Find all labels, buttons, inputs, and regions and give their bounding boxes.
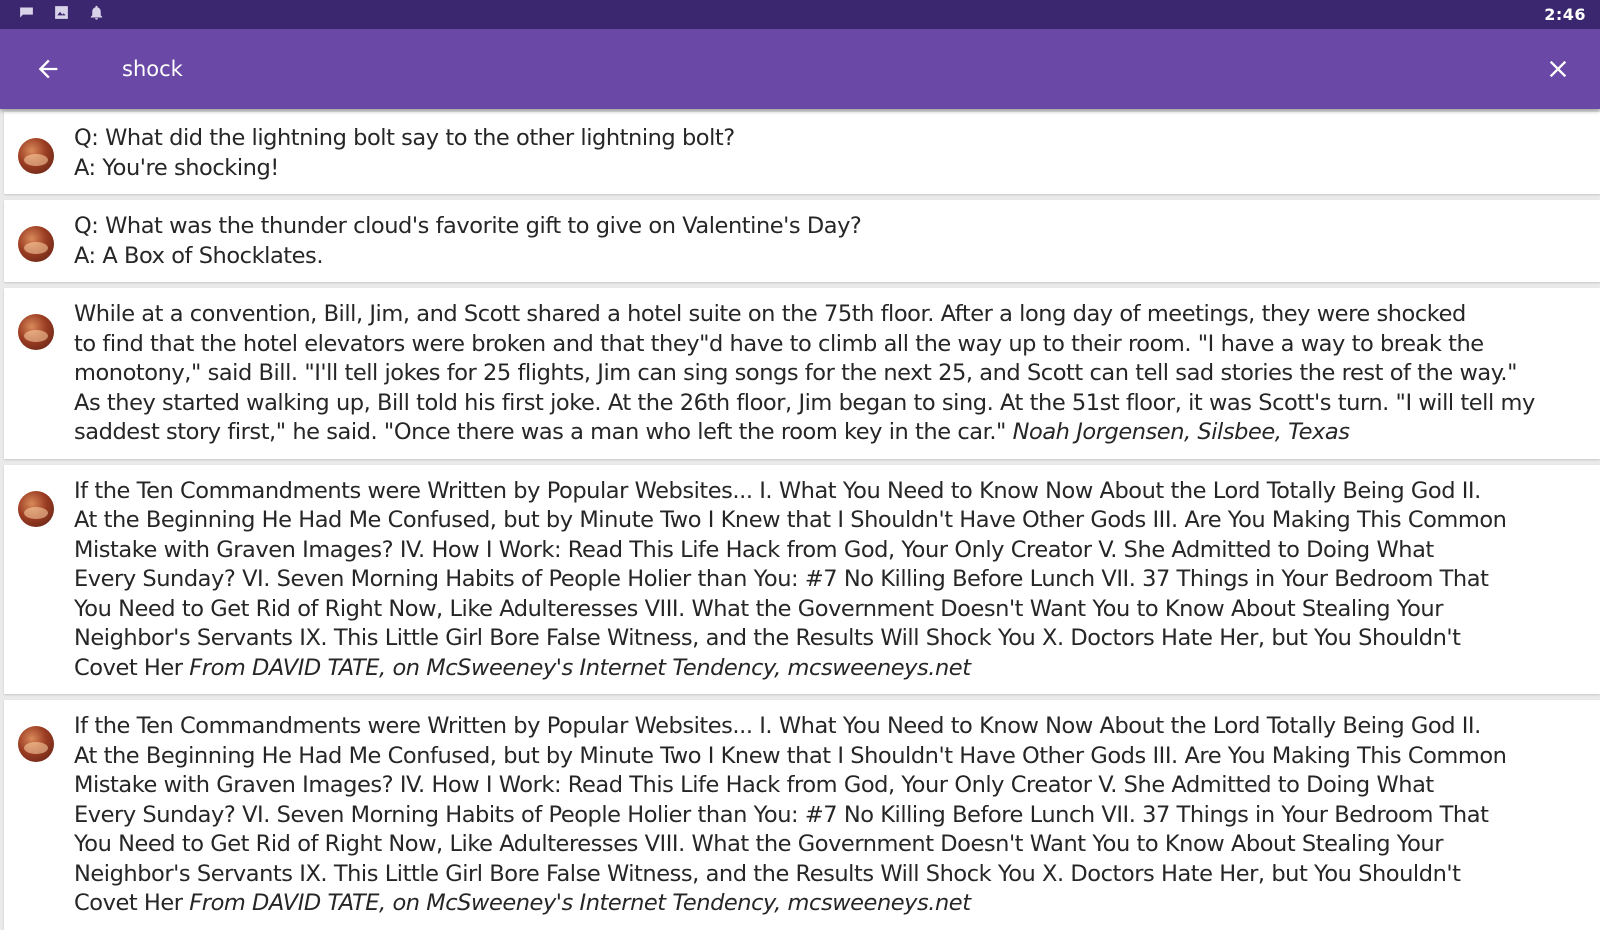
joke-line: to find that the hotel elevators were broken and that they"d have to climb all the way up to their room. "I have a way to break the xyxy=(74,330,1484,357)
arrow-left-icon xyxy=(34,55,62,83)
status-bar xyxy=(0,0,1600,29)
joke-line: You Need to Get Rid of Right Now, Like Adulteresses VIII. What the Government Doesn't Want You to Know About Stealing Your xyxy=(74,831,1444,857)
joke-attribution: Noah Jorgensen, Silsbee, Texas xyxy=(1012,419,1350,445)
joke-line: At the Beginning He Had Me Confused, but by Minute Two I Knew that I Shouldn't Have Other Gods III. Are You Making This Common xyxy=(74,507,1507,533)
search-input[interactable] xyxy=(122,57,1526,81)
avatar xyxy=(18,491,54,527)
close-icon xyxy=(1544,55,1572,83)
joke-line: As they started walking up, Bill told his first joke. At the 26th floor, Jim began to sing. At the 51st floor, it was Scott's turn. "I will tell my xyxy=(74,389,1535,416)
avatar xyxy=(18,226,54,262)
joke-line-text: Covet Her xyxy=(74,890,183,916)
search-results-list xyxy=(0,109,1600,930)
bell-notification-icon xyxy=(88,4,105,25)
list-item[interactable] xyxy=(4,112,1600,194)
joke-line: Every Sunday? VI. Seven Morning Habits of People Holier than You: #7 No Killing Before Lunch VII. 37 Things in Your Bedroom That xyxy=(74,801,1489,828)
search-app-bar xyxy=(0,29,1600,109)
joke-line: Every Sunday? VI. Seven Morning Habits of People Holier than You: #7 No Killing Before Lunch VII. 37 Things in Your Bedroom That xyxy=(74,566,1489,592)
joke-line: A: You're shocking! xyxy=(74,154,279,181)
joke-line: Neighbor's Servants IX. This Little Girl Bore False Witness, and the Results Will Shock You X. Doctors Hate Her, but You Shouldn't xyxy=(74,860,1461,887)
joke-line: monotony," said Bill. "I'll tell jokes for 25 flights, Jim can sing songs for the next 25, and Scott can tell sad stories the rest of the way." xyxy=(74,360,1518,386)
joke-text xyxy=(74,712,1592,919)
joke-text xyxy=(74,124,1592,183)
joke-line xyxy=(74,889,1592,919)
joke-line xyxy=(74,654,1592,684)
joke-text xyxy=(74,300,1592,448)
joke-line: Q: What was the thunder cloud's favorite gift to give on Valentine's Day? xyxy=(74,213,862,239)
joke-line: If the Ten Commandments were Written by Popular Websites... I. What You Need to Know Now About the Lord Totally Being God II. xyxy=(74,713,1481,739)
list-item[interactable] xyxy=(4,465,1600,695)
joke-line: Mistake with Graven Images? IV. How I Work: Read This Life Hack from God, Your Only Creator V. She Admitted to Doing What xyxy=(74,536,1434,563)
joke-line: While at a convention, Bill, Jim, and Scott shared a hotel suite on the 75th floor. After a long day of meetings, they were shocked xyxy=(74,301,1466,327)
list-item[interactable] xyxy=(4,200,1600,282)
back-button[interactable] xyxy=(30,51,66,87)
list-item[interactable] xyxy=(4,288,1600,459)
list-item[interactable] xyxy=(4,700,1600,930)
avatar xyxy=(18,314,54,350)
joke-line: Q: What did the lightning bolt say to the other lightning bolt? xyxy=(74,125,735,151)
joke-line: A: A Box of Shocklates. xyxy=(74,242,324,269)
search-field-wrapper xyxy=(122,29,1526,109)
joke-line: Mistake with Graven Images? IV. How I Work: Read This Life Hack from God, Your Only Creator V. She Admitted to Doing What xyxy=(74,772,1434,798)
joke-line: You Need to Get Rid of Right Now, Like Adulteresses VIII. What the Government Doesn't Want You to Know About Stealing Your xyxy=(74,595,1444,622)
joke-line: If the Ten Commandments were Written by Popular Websites... I. What You Need to Know Now About the Lord Totally Being God II. xyxy=(74,477,1481,504)
message-notification-icon xyxy=(18,4,35,25)
avatar xyxy=(18,726,54,762)
joke-text xyxy=(74,212,1592,271)
avatar xyxy=(18,138,54,174)
status-time: 2:46 xyxy=(1544,5,1586,24)
image-notification-icon xyxy=(53,4,70,25)
joke-line xyxy=(74,418,1592,448)
joke-line: Neighbor's Servants IX. This Little Girl Bore False Witness, and the Results Will Shock You X. Doctors Hate Her, but You Shouldn't xyxy=(74,625,1461,651)
joke-line-text: saddest story first," he said. "Once there was a man who left the room key in the car." xyxy=(74,419,1006,445)
joke-line-text: Covet Her xyxy=(74,654,183,681)
joke-text xyxy=(74,477,1592,684)
clear-search-button[interactable] xyxy=(1540,51,1576,87)
joke-attribution: From DAVID TATE, on McSweeney's Internet Tendency, mcsweeneys.net xyxy=(189,654,971,681)
joke-attribution: From DAVID TATE, on McSweeney's Internet Tendency, mcsweeneys.net xyxy=(189,890,971,916)
joke-line: At the Beginning He Had Me Confused, but by Minute Two I Knew that I Shouldn't Have Other Gods III. Are You Making This Common xyxy=(74,742,1507,769)
status-icons xyxy=(18,4,105,25)
